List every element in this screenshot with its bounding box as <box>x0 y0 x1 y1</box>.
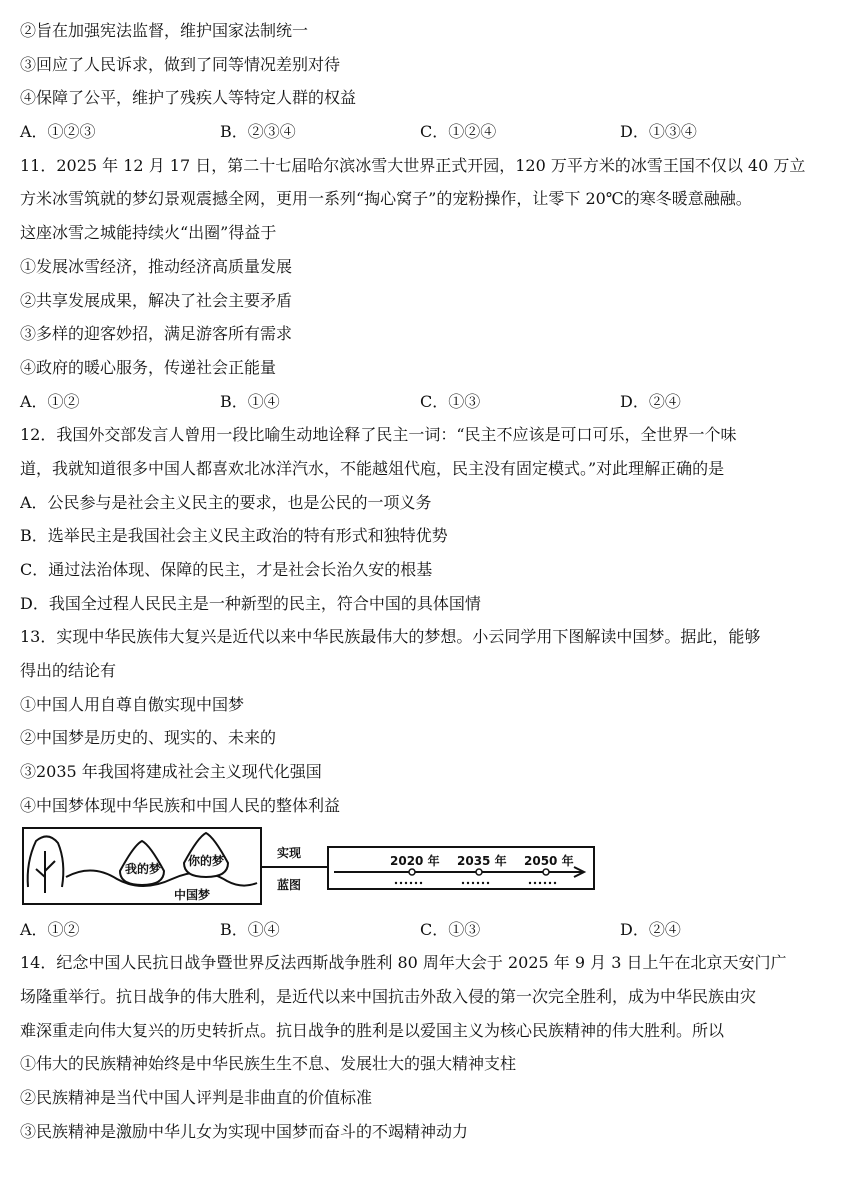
q10-option-d[interactable]: D．①③④ <box>620 122 697 142</box>
label-year-2020: 2020 年 <box>390 853 440 868</box>
q10-options <box>20 115 846 149</box>
q11-option-d[interactable]: D．②④ <box>620 391 681 411</box>
q12-choice-a[interactable]: A．公民参与是社会主义民主的要求，也是公民的一项义务 <box>20 492 432 512</box>
timeline-point-2020 <box>409 869 415 875</box>
q11-option-a[interactable]: A．①② <box>20 391 80 411</box>
label-year-2035: 2035 年 <box>457 853 507 868</box>
q12-stem-line-1: 12．我国外交部发言人曾用一段比喻生动地诠释了民主一词：“民主不应该是可口可乐，全世界一个味 <box>20 425 737 445</box>
q11-option-c[interactable]: C．①③ <box>420 391 481 411</box>
q13-option-d[interactable]: D．②④ <box>620 919 681 939</box>
china-dream-figure <box>20 827 846 907</box>
q12-choice-b[interactable]: B．选举民主是我国社会主义民主政治的特有形式和独特优势 <box>20 526 448 546</box>
china-dream-diagram <box>22 827 597 907</box>
q11-item-4: ④政府的暖心服务，传递社会正能量 <box>20 357 277 377</box>
q10-item-3: ③回应了人民诉求，做到了同等情况差别对待 <box>20 54 341 74</box>
q11-item-1: ①发展冰雪经济，推动经济高质量发展 <box>20 256 293 276</box>
q13-item-2: ②中国梦是历史的、现实的、未来的 <box>20 728 277 748</box>
q13-options <box>20 913 846 947</box>
q13-stem-line-2: 得出的结论有 <box>20 661 117 681</box>
q11-stem-line-2: 方米冰雪筑就的梦幻景观震撼全网，更用一系列“掏心窝子”的宠粉操作，让零下 20℃的寒冬暖意融融。 <box>20 189 752 209</box>
q10-option-a[interactable]: A．①②③ <box>20 122 96 142</box>
label-your-dream: 你的梦 <box>188 853 225 868</box>
q13-item-3: ③2035 年我国将建成社会主义现代化强国 <box>20 762 322 782</box>
timeline-point-2035 <box>476 869 482 875</box>
q10-option-b[interactable]: B．②③④ <box>220 122 296 142</box>
q11-item-2: ②共享发展成果，解决了社会主要矛盾 <box>20 290 293 310</box>
q11-stem-line-3: 这座冰雪之城能持续火“出圈”得益于 <box>20 223 277 243</box>
label-china-dream: 中国梦 <box>174 887 211 902</box>
q12-stem-line-2: 道，我就知道很多中国人都喜欢北冰洋汽水，不能越俎代庖，民主没有固定模式。”对此理解正确的是 <box>20 458 725 478</box>
exam-page <box>20 14 846 1148</box>
q10-item-4: ④保障了公平，维护了残疾人等特定人群的权益 <box>20 88 357 108</box>
q13-stem-line-1: 13．实现中华民族伟大复兴是近代以来中华民族最伟大的梦想。小云同学用下图解读中国梦。据此，能够 <box>20 627 761 647</box>
q14-item-1: ①伟大的民族精神始终是中华民族生生不息、发展壮大的强大精神支柱 <box>20 1054 517 1074</box>
q10-item-2: ②旨在加强宪法监督，维护国家法制统一 <box>20 21 309 40</box>
q14-stem-line-2: 场隆重举行。抗日战争的伟大胜利，是近代以来中国抗击外敌入侵的第一次完全胜利，成为中华民族由灾 <box>20 986 757 1006</box>
q14-item-3: ③民族精神是激励中华儿女为实现中国梦而奋斗的不竭精神动力 <box>20 1121 469 1141</box>
timeline-dots <box>395 881 556 883</box>
timeline-point-2050 <box>543 869 549 875</box>
label-realize: 实现 <box>277 845 302 860</box>
q13-option-a[interactable]: A．①② <box>20 919 80 939</box>
q10-option-c[interactable]: C．①②④ <box>420 122 497 142</box>
q13-item-1: ①中国人用自尊自傲实现中国梦 <box>20 694 245 714</box>
q14-item-2: ②民族精神是当代中国人评判是非曲直的价值标准 <box>20 1087 373 1107</box>
q13-item-4: ④中国梦体现中华民族和中国人民的整体利益 <box>20 795 341 815</box>
q11-item-3: ③多样的迎客妙招，满足游客所有需求 <box>20 324 293 344</box>
q14-stem-line-3: 难深重走向伟大复兴的历史转折点。抗日战争的胜利是以爱国主义为核心民族精神的伟大胜利。所以 <box>20 1020 725 1040</box>
label-my-dream: 我的梦 <box>125 861 162 876</box>
q11-option-b[interactable]: B．①④ <box>220 391 280 411</box>
q11-stem-line-1: 11．2025 年 12 月 17 日，第二十七届哈尔滨冰雪大世界正式开园，120 万平方米的冰雪王国不仅以 40 万立 <box>20 155 806 175</box>
q12-choice-c[interactable]: C．通过法治体现、保障的民主，才是社会长治久安的根基 <box>20 560 433 579</box>
q13-option-b[interactable]: B．①④ <box>220 919 280 939</box>
q14-stem-line-1: 14．纪念中国人民抗日战争暨世界反法西斯战争胜利 80 周年大会于 2025 年 9 月 3 日上午在北京天安门广 <box>20 953 787 973</box>
q12-choice-d[interactable]: D．我国全过程人民民主是一种新型的民主，符合中国的具体国情 <box>20 593 481 613</box>
tree-icon <box>28 836 64 893</box>
q11-options <box>20 385 846 419</box>
q13-option-c[interactable]: C．①③ <box>420 919 481 939</box>
label-blueprint: 蓝图 <box>277 877 302 892</box>
label-year-2050: 2050 年 <box>524 853 574 868</box>
